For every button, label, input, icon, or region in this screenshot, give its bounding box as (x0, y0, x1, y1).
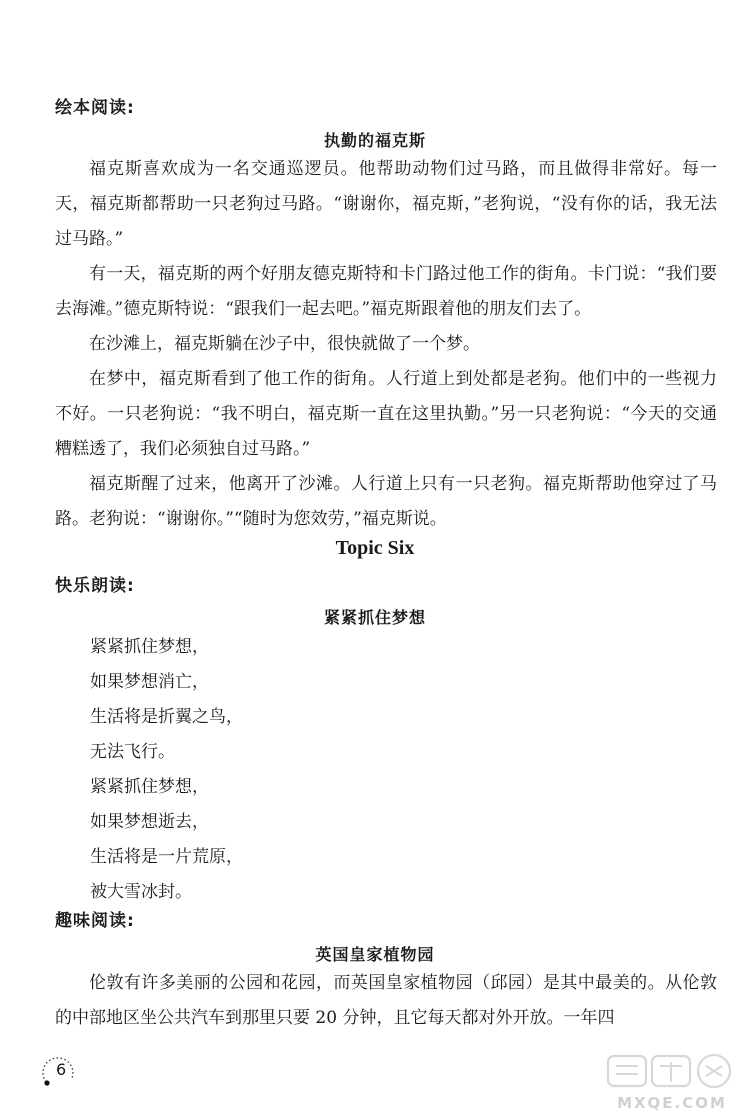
story-paragraph-1: 福克斯喜欢成为一名交通巡逻员。他帮助动物们过马路，而且做得非常好。每一天，福克斯都帮助一只老狗过马路。“谢谢你，福克斯，”老狗说，“没有你的话，我无法过马路。” (55, 159, 717, 249)
happy-reading-heading: 快乐朗读: (55, 576, 135, 596)
watermark-logo (602, 1052, 742, 1112)
poem-line: 被大雪冰封。 (90, 882, 192, 902)
picture-reading-title: 执勤的福克斯 (323, 131, 426, 150)
topic-title: Topic Six (335, 537, 415, 559)
fun-reading-title: 英国皇家植物园 (315, 945, 435, 964)
poem-line: 生活将是折翼之鸟， (90, 707, 243, 727)
poem-line: 紧紧抓住梦想， (90, 637, 209, 657)
fun-reading-paragraph: 伦敦有许多美丽的公园和花园，而英国皇家植物园（邱园）是其中最美的。从伦敦的中部地区坐公共汽车到那里只要 20 分钟，且它每天都对外开放。一年四 (55, 973, 717, 1028)
happy-reading-title: 紧紧抓住梦想 (323, 608, 426, 627)
story-paragraph-4: 在梦中，福克斯看到了他工作的街角。人行道上到处都是老狗。他们中的一些视力不好。一只老狗说：“我不明白，福克斯一直在这里执勤。”另一只老狗说：“今天的交通糟糕透了，我们必须独自过马路。” (55, 369, 717, 459)
page-number: 6 (56, 1060, 67, 1079)
poem-line: 如果梦想消亡， (90, 672, 209, 692)
story-paragraph-3: 在沙滩上，福克斯躺在沙子中，很快就做了一个梦。 (89, 334, 480, 354)
poem-line: 紧紧抓住梦想， (90, 777, 209, 797)
fun-reading-heading: 趣味阅读: (55, 911, 135, 931)
story-paragraph-2: 有一天，福克斯的两个好朋友德克斯特和卡门路过他工作的街角。卡门说：“我们要去海滩。”德克斯特说：“跟我们一起去吧。”福克斯跟着他的朋友们去了。 (55, 264, 717, 319)
poem-line: 无法飞行。 (90, 742, 175, 762)
poem-line: 生活将是一片荒原， (90, 847, 243, 867)
poem (90, 630, 243, 910)
poem-line: 如果梦想逝去， (90, 812, 209, 832)
picture-reading-heading: 绘本阅读: (55, 98, 135, 118)
story-paragraph-5: 福克斯醒了过来，他离开了沙滩。人行道上只有一只老狗。福克斯帮助他穿过了马路。老狗说：“谢谢你。”“随时为您效劳，”福克斯说。 (55, 474, 717, 529)
watermark-url: MXQE.COM (617, 1094, 727, 1112)
